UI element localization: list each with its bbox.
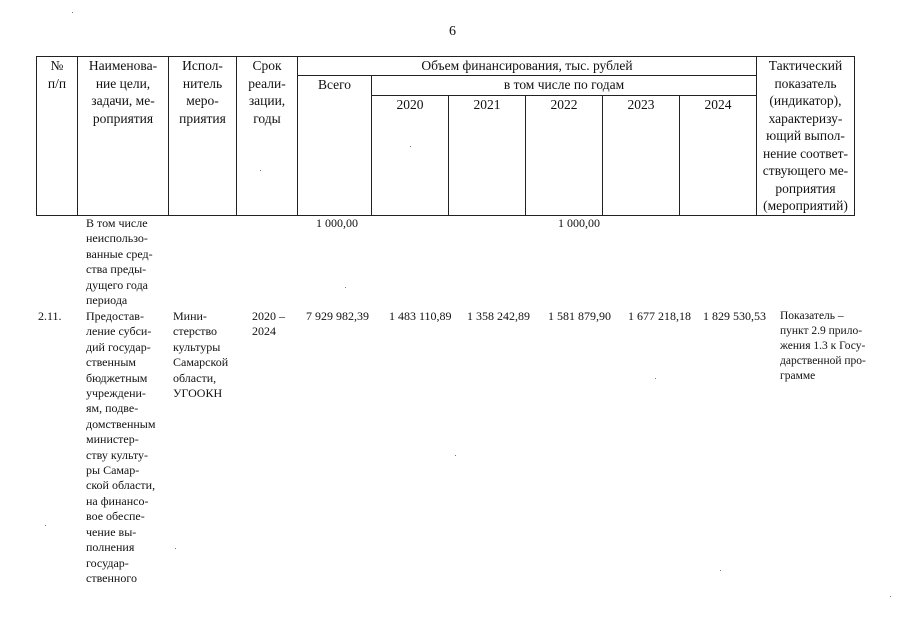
header-table bbox=[36, 56, 855, 216]
page-number: 6 bbox=[449, 24, 456, 39]
row-unused-2022: 1 000,00 bbox=[558, 216, 600, 230]
scan-speck bbox=[890, 596, 891, 597]
scan-speck bbox=[45, 525, 46, 526]
header-term: Срок реали- зации, годы bbox=[237, 57, 298, 216]
header-year-2024: 2024 bbox=[680, 95, 757, 215]
scan-speck bbox=[260, 170, 261, 171]
row-2-11-2022: 1 581 879,90 bbox=[548, 309, 611, 323]
scan-speck bbox=[655, 378, 656, 379]
row-unused-name: В том числе неиспользо- ванные сред- ства преды- дущего года периода bbox=[86, 216, 153, 308]
header-num: № п/п bbox=[37, 57, 78, 216]
scan-speck bbox=[345, 287, 346, 288]
row-2-11-tactical: Показатель – пункт 2.9 прило- жения 1.3 к Госу- дарственной про- грамме bbox=[780, 310, 866, 382]
header-by-years: в том числе по годам bbox=[372, 75, 757, 95]
scan-speck bbox=[455, 455, 456, 456]
header-year-2020: 2020 bbox=[372, 95, 449, 215]
header-total: Всего bbox=[298, 75, 372, 215]
row-2-11-executor: Мини- стерство культуры Самарской области, УГООКН bbox=[173, 309, 229, 401]
row-2-11-2020: 1 483 110,89 bbox=[389, 309, 452, 323]
row-unused-total: 1 000,00 bbox=[316, 216, 358, 230]
header-tactical: Тактический показатель (индикатор), характеризу- ющий выпол- нение соответ- ствующего ме- роприятия (мероприятий) bbox=[757, 57, 855, 216]
row-2-11-2024: 1 829 530,53 bbox=[703, 309, 766, 323]
header-executor: Испол- нитель меро- приятия bbox=[169, 57, 237, 216]
row-2-11-2023: 1 677 218,18 bbox=[628, 309, 691, 323]
row-2-11-total: 7 929 982,39 bbox=[306, 309, 369, 323]
row-2-11-name: Предостав- ление субси- дий государ- ственным бюджетным учреждени- ям, подве- домственным министер- ству культу- ры Самар- ской области, на финансо- вое обеспе- чение вы- полнения государ- ственного bbox=[86, 309, 156, 585]
header-name: Наименова- ние цели, задачи, ме- роприятия bbox=[78, 57, 169, 216]
scan-speck bbox=[720, 570, 721, 571]
row-2-11-term: 2020 – 2024 bbox=[252, 309, 285, 339]
header-year-2021: 2021 bbox=[449, 95, 526, 215]
row-2-11-number: 2.11. bbox=[38, 309, 62, 323]
row-2-11-2021: 1 358 242,89 bbox=[467, 309, 530, 323]
scan-speck bbox=[72, 12, 73, 13]
header-year-2023: 2023 bbox=[603, 95, 680, 215]
header-year-2022: 2022 bbox=[526, 95, 603, 215]
header-funding: Объем финансирования, тыс. рублей bbox=[298, 57, 757, 76]
scan-speck bbox=[175, 548, 176, 549]
scan-speck bbox=[410, 146, 411, 147]
